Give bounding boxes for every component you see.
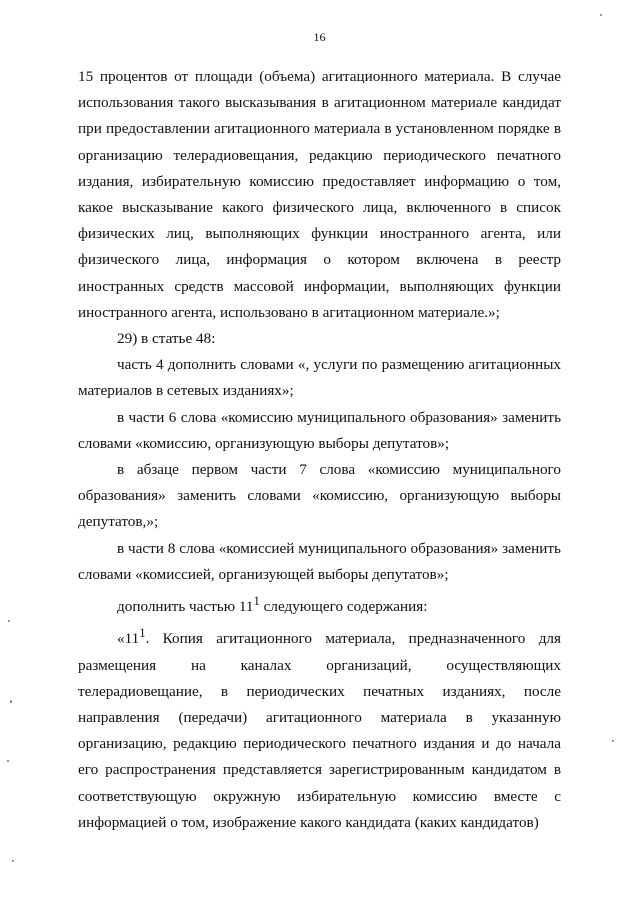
paragraph-part-7: в абзаце первом части 7 слова «комиссию муниципального образования» заменить словами «комиссию, организующую выборы депутатов,»; — [78, 461, 561, 531]
scan-speck — [600, 14, 602, 16]
paragraph-part-11-1-text — [78, 620, 561, 836]
superscript-index: 1 — [139, 626, 146, 641]
paragraph-lead: дополнить частью 11 — [117, 598, 254, 616]
paragraph-rest: . Копия агитационного материала, предназначенного для размещения на каналах организаций, осуществляющих телерадиовещание, в периодических печатных изданиях, после направления (передачи) агитационного материала в указанную организацию, редакцию периодического печатного издания и до начала его распространения представляется зарегистрированным кандидатом в соответствующую окружную избирательную комиссию вместе с информацией о том, изображение какого кандидата (каких кандидатов) — [78, 630, 561, 831]
scan-speck — [612, 740, 614, 742]
scan-speck — [8, 620, 10, 622]
paragraph-agent-statement: 15 процентов от площади (объема) агитационного материала. В случае использования такого высказывания в агитационном материале кандидат при предоставлении агитационного материала в установленном порядке в организацию телерадиовещания, редакцию периодического печатного издания, избирательную комиссию предоставляет информацию о том, какое высказывание какого физического лица, включенного в список физических лиц, выполняющих функции иностранного агента, или физического лица, информация о котором включена в реестр иностранных средств массовой информации, выполняющих функции иностранного агента, использовано в агитационном материале.»; — [78, 68, 561, 321]
document-body — [78, 64, 561, 836]
superscript-index: 1 — [253, 594, 260, 609]
paragraph-add-part-11-1 — [78, 588, 561, 620]
paragraph-part-4: часть 4 дополнить словами «, услуги по размещению агитационных материалов в сетевых изданиях»; — [78, 356, 561, 400]
paragraph-rest: следующего содержания: — [259, 598, 428, 616]
paragraph-item-29: 29) в статье 48: — [117, 330, 216, 348]
scan-speck — [12, 860, 14, 862]
scan-speck — [10, 700, 12, 703]
paragraph-lead: «11 — [117, 630, 140, 648]
scan-speck — [7, 760, 9, 762]
paragraph-part-8: в части 8 слова «комиссией муниципального образования» заменить словами «комиссией, организующей выборы депутатов»; — [78, 539, 561, 583]
page-number: 16 — [313, 30, 326, 44]
paragraph-part-6: в части 6 слова «комиссию муниципального образования» заменить словами «комиссию, организующую выборы депутатов»; — [78, 408, 561, 452]
